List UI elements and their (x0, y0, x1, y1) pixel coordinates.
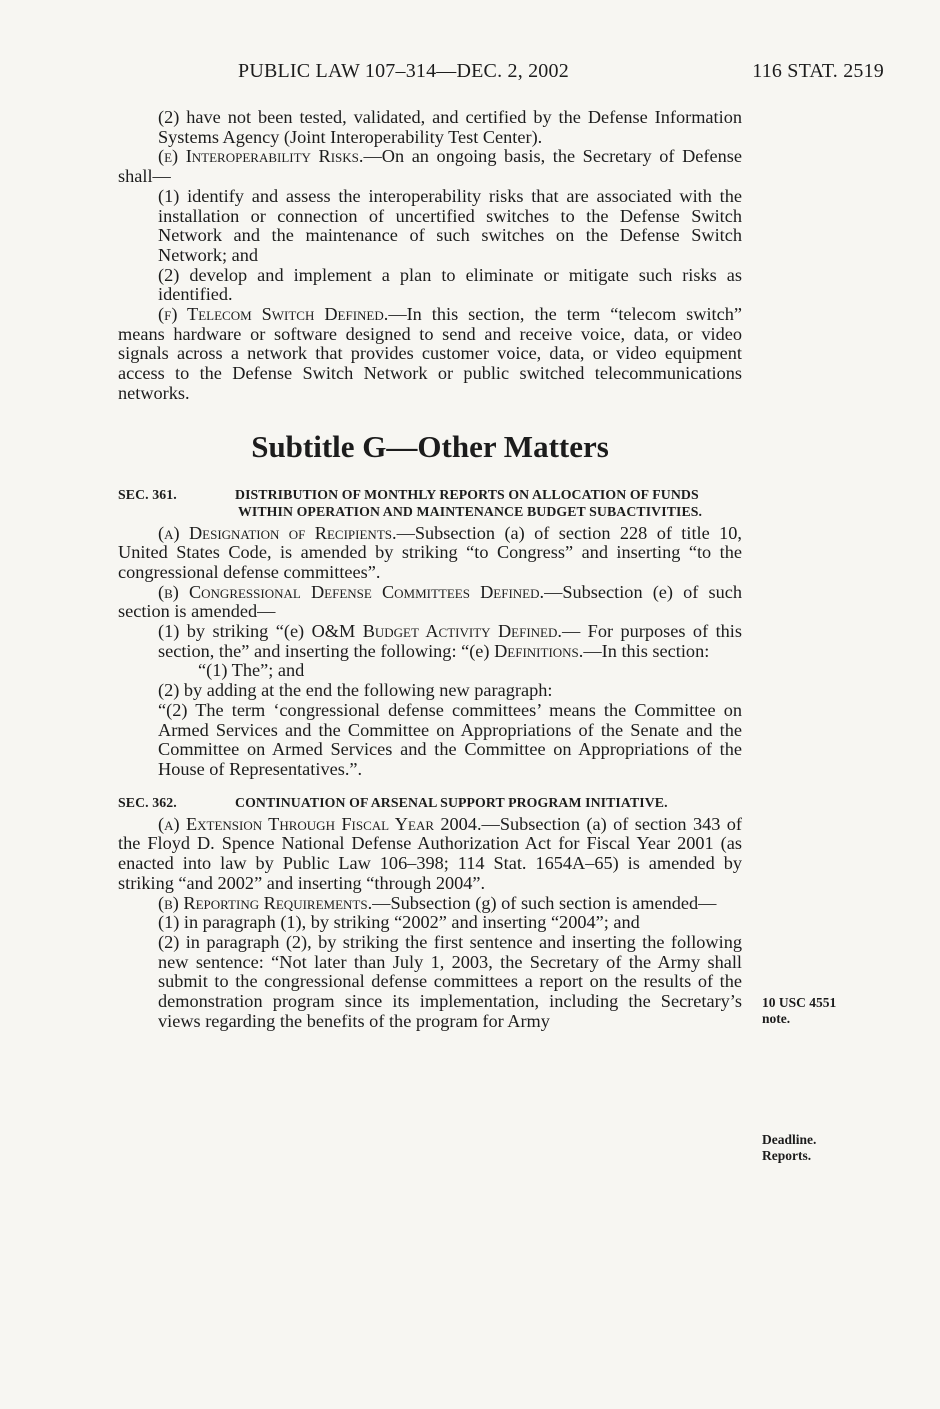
margin-note-line: Deadline. (762, 1132, 817, 1147)
paragraph: (1) in paragraph (1), by striking “2002” and inserting “2004”; and (158, 912, 640, 933)
paragraph-text: (1) by striking “(e) O&M (158, 621, 363, 642)
paragraph (118, 622, 742, 661)
paragraph (118, 583, 742, 622)
page-header (0, 60, 940, 90)
paragraph (118, 147, 742, 186)
header-title: PUBLIC LAW 107–314—DEC. 2, 2002 (238, 60, 569, 82)
subtitle-heading: Subtitle G—Other Matters (251, 428, 609, 464)
paragraph: (2) by adding at the end the following new paragraph: (158, 680, 553, 701)
subsection-heading: (b) Reporting Requirements. (158, 892, 373, 913)
quoted-heading: Definitions. (494, 640, 584, 661)
paragraph: “(1) The”; and (198, 660, 305, 681)
paragraph: (2) in paragraph (2), by striking the first sentence and inserting the following new sentence: “Not later than July 1, 2003, the Secretary of the Army shall submit to the congressional defense committees a report on the results of the demonstration program since its implementation, including the Secretary’s views regarding the benefits of the program for Army (158, 931, 742, 1031)
header-stat-number: 116 STAT. 2519 (752, 60, 884, 82)
paragraph-text: —In this section, the term “telecom switch” means hardware or software designed to send and receive voice, data, or video signals across a network that provides customer voice, data, or video equipment access to the Defense Switch Network or public switched telecommunications networks. (118, 304, 742, 403)
paragraph (118, 815, 742, 894)
paragraph: (2) have not been tested, validated, and certified by the Defense Information Systems Agency (Joint Interoperability Test Center). (158, 107, 742, 147)
paragraph-text: —In this section: (583, 640, 710, 661)
subsection-heading: (a) Designation of Recipients. (158, 522, 397, 543)
paragraph-text: —Subsection (e) of such section is amended— (118, 581, 742, 622)
paragraph: “(2) The term ‘congressional defense committees’ means the Committee on Armed Services and the Committee on Appropriations of the Senate and the Committee on Armed Services and the Committee on Appropriations of the House of Representatives.”. (158, 699, 742, 779)
section-number: SEC. 362. (118, 794, 177, 810)
paragraph-text: —Subsection (g) of such section is amended— (372, 892, 717, 913)
paragraph: (1) identify and assess the interoperability risks that are associated with the installation or connection of uncertified switches to the Defense Switch Network and the maintenance of such switches on the Defense Switch Network; and (158, 185, 742, 265)
paragraph: (2) develop and implement a plan to eliminate or mitigate such risks as identified. (158, 264, 742, 305)
subsection-heading: (e) Interoperability Risks. (158, 146, 364, 167)
paragraph-text: —On an ongoing basis, the Secretary of Defense shall— (118, 146, 742, 187)
quoted-heading: Budget Activity Defined. (362, 621, 562, 642)
margin-note-deadline (762, 1132, 816, 1164)
margin-note-usc (762, 995, 836, 1027)
paragraph-text: —Subsection (a) of section 228 of title 10, United States Code, is amended by striking “to Congress” and inserting “to the congressional defense committees”. (118, 522, 742, 582)
margin-note-line: note. (762, 1011, 791, 1026)
document-body (118, 108, 742, 1031)
subsection-heading: (b) Congressional Defense Committees Defined. (158, 581, 545, 602)
paragraph-text: — For purposes of this section, the” and inserting the following: “(e) (158, 621, 742, 661)
paragraph (118, 305, 742, 404)
section-heading (118, 486, 742, 520)
paragraph (118, 524, 742, 583)
paragraph-text: —Subsection (a) of section 343 of the Floyd D. Spence National Defense Authorization Act for Fiscal Year 2001 (as enacted into law by Public Law 106–398; 114 Stat. 1654A–65) is amended by striking “and 2002” and inserting “through 2004”. (118, 813, 742, 893)
subsection-heading: (a) Extension Through Fiscal Year 2004. (158, 813, 482, 834)
section-number: SEC. 361. (118, 486, 177, 502)
subsection-heading: (f) Telecom Switch Defined. (158, 304, 389, 325)
margin-note-line: Reports. (762, 1148, 812, 1163)
section-heading (118, 794, 742, 811)
paragraph (118, 894, 742, 914)
section-title: CONTINUATION OF ARSENAL SUPPORT PROGRAM INITIATIVE. (235, 794, 668, 810)
section-title: DISTRIBUTION OF MONTHLY REPORTS ON ALLOCATION OF FUNDS WITHIN OPERATION AND MAINTENANCE BUDGET SUBACTIVITIES. (235, 486, 703, 519)
margin-note-line: 10 USC 4551 (762, 995, 837, 1010)
